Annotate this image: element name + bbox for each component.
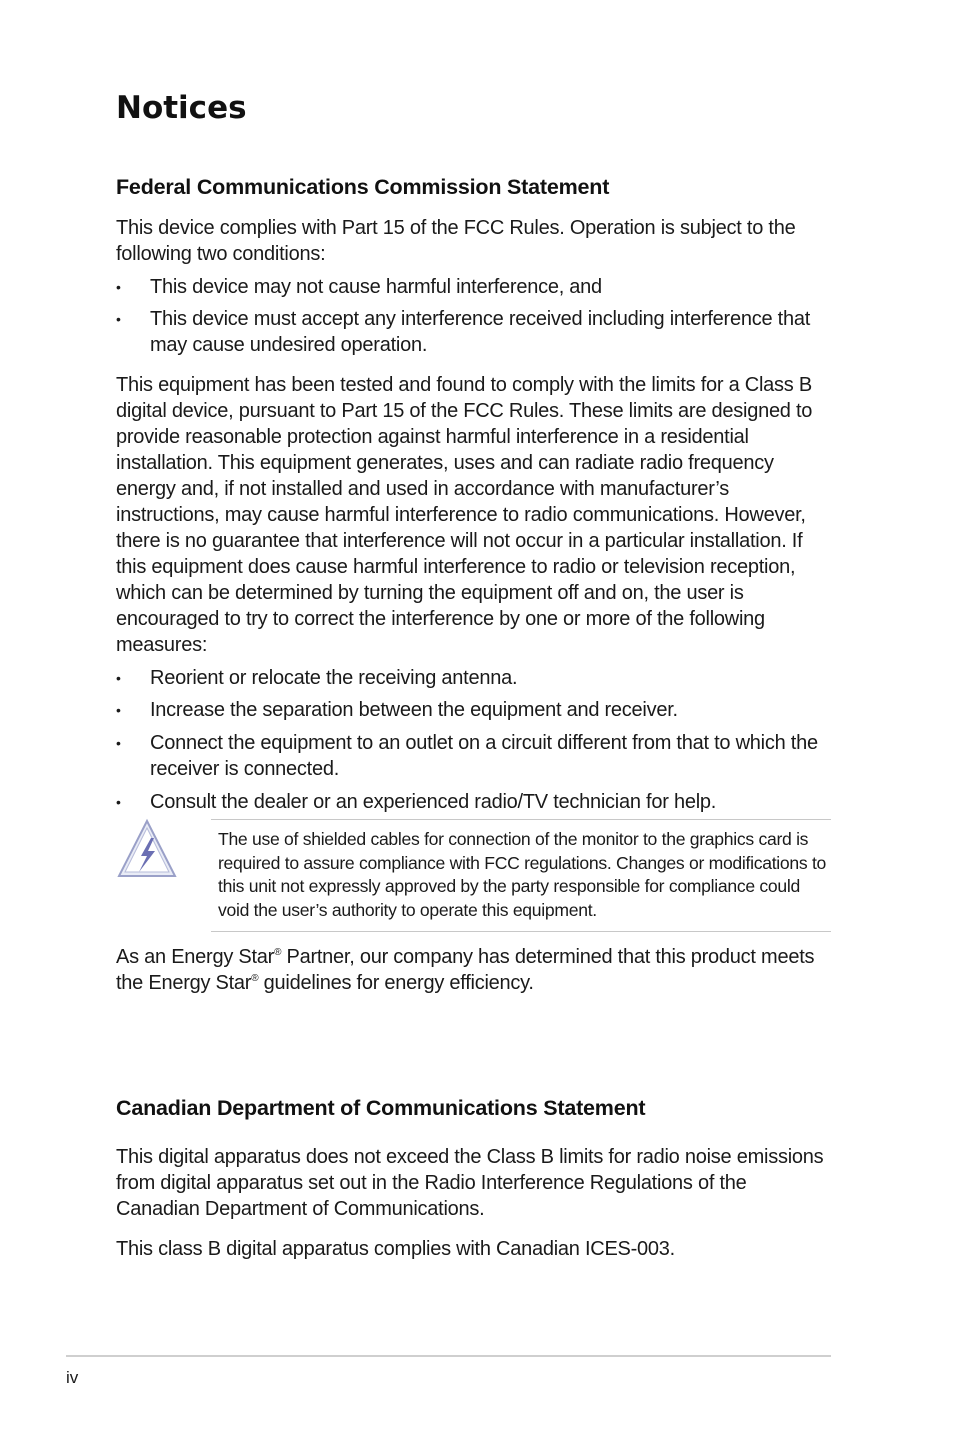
fcc-intro: This device complies with Part 15 of the FCC Rules. Operation is subject to the following two conditions: bbox=[116, 217, 796, 265]
list-item bbox=[116, 306, 836, 358]
list-item-text: This device must accept any interference received including interference that may cause undesired operation. bbox=[150, 308, 810, 356]
registered-mark: ® bbox=[274, 947, 282, 958]
list-item bbox=[116, 789, 836, 815]
list-item bbox=[116, 730, 836, 782]
list-item-text: This device may not cause harmful interference, and bbox=[150, 276, 602, 298]
list-item bbox=[116, 274, 836, 300]
bullet-dot: • bbox=[116, 311, 121, 327]
bullet-dot: • bbox=[116, 735, 121, 751]
fcc-note: The use of shielded cables for connection of the monitor to the graphics card is required to assure compliance with FCC regulations. Changes or modifications to this unit not expressly approved by the party responsible for compliance could void the user’s authority to operate this equipment. bbox=[218, 829, 827, 920]
bullet-dot: • bbox=[116, 702, 121, 718]
list-item-text: Increase the separation between the equipment and receiver. bbox=[150, 699, 678, 721]
canada-paragraph-1: This digital apparatus does not exceed the Class B limits for radio noise emissions from digital apparatus set out in the Radio Interference Regulations of the Canadian Department of Communications. bbox=[116, 1146, 824, 1220]
list-item-text: Connect the equipment to an outlet on a circuit different from that to which the receiver is connected. bbox=[150, 732, 818, 780]
list-item-text: Reorient or relocate the receiving antenna. bbox=[150, 667, 518, 689]
bullet-dot: • bbox=[116, 279, 121, 295]
canada-heading: Canadian Department of Communications Statement bbox=[116, 1096, 646, 1120]
footer-divider bbox=[66, 1355, 831, 1357]
energy-star-statement bbox=[116, 944, 821, 996]
fcc-paragraph: This equipment has been tested and found to comply with the limits for a Class B digital device, pursuant to Part 15 of the FCC Rules. These limits are designed to provide reasonable protection against harmful interference in a residential installation. This equipment generates, uses and can radiate radio frequency energy and, if not installed and used in accordance with manufacturer’s instructions, may cause harmful interference to radio communications. However, there is no guarantee that interference will not occur in a particular installation. If this equipment does cause harmful interference to radio or television reception, which can be determined by turning the equipment off and on, the user is encouraged to try to correct the interference by one or more of the following measures: bbox=[116, 374, 813, 656]
energy-text-2: Partner, our company has determined that this product meets the Energy Star bbox=[116, 946, 815, 994]
fcc-heading: Federal Communications Commission Statement bbox=[116, 175, 610, 199]
page-title: Notices bbox=[116, 90, 247, 126]
list-item-text: Consult the dealer or an experienced radio/TV technician for help. bbox=[150, 791, 717, 813]
energy-text-3: guidelines for energy efficiency. bbox=[258, 972, 534, 994]
warning-lightning-icon bbox=[114, 818, 178, 878]
canada-paragraph-2: This class B digital apparatus complies with Canadian ICES-003. bbox=[116, 1238, 675, 1260]
note-top-divider bbox=[211, 819, 831, 820]
bullet-dot: • bbox=[116, 670, 121, 686]
list-item bbox=[116, 697, 836, 723]
page-number: iv bbox=[66, 1368, 79, 1387]
energy-text-1: As an Energy Star bbox=[116, 946, 275, 968]
bullet-dot: • bbox=[116, 794, 121, 810]
note-bottom-divider bbox=[211, 931, 831, 932]
list-item bbox=[116, 665, 836, 691]
registered-mark: ® bbox=[251, 973, 259, 984]
